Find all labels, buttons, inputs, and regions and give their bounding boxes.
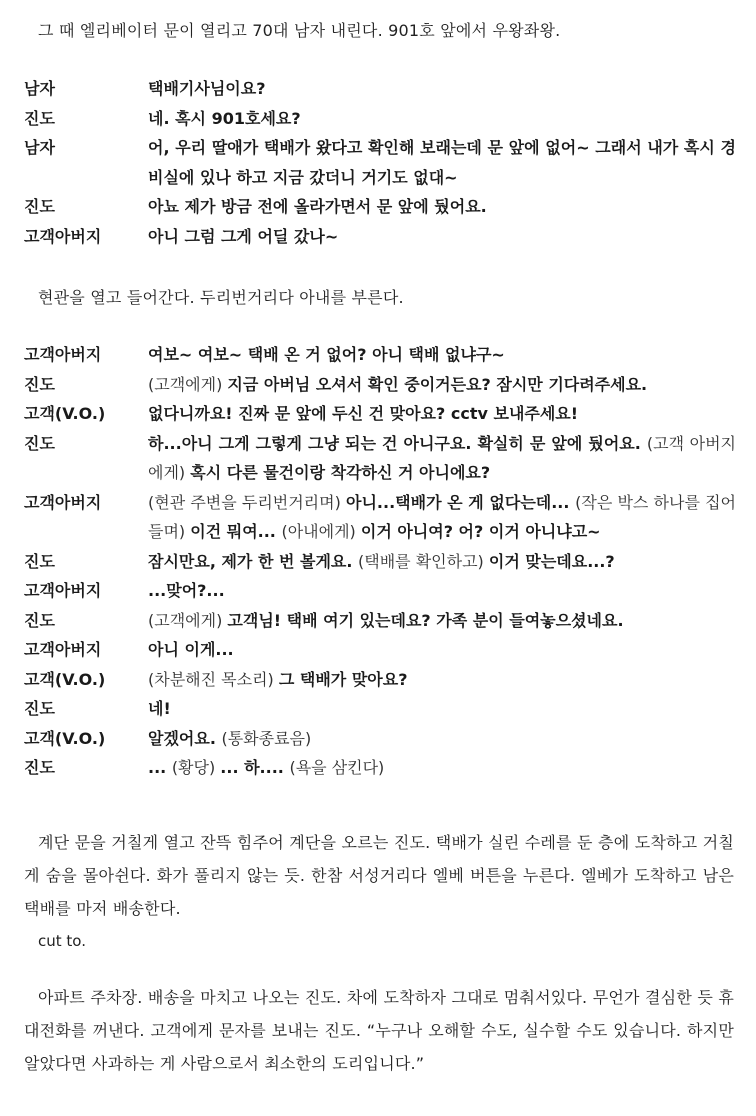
spoken-text: 그 택배가 맞아요? — [278, 669, 408, 689]
dialogue-line — [148, 74, 736, 104]
dialogue-line — [148, 724, 736, 754]
dialogue-row — [24, 724, 736, 754]
speaker-name: 남자 — [24, 79, 55, 98]
spoken-text: ... 하.... — [220, 758, 290, 777]
spoken-text: ...맞어?... — [148, 581, 225, 600]
spoken-text: 혹시 다른 물건이랑 착각하신 거 아니에요? — [190, 463, 491, 482]
speaker-name: 진도 — [24, 433, 55, 453]
action-paragraph: 아파트 주차장. 배송을 마치고 나오는 진도. 차에 도착하자 그대로 멈춰서있다. 무언가 결심한 듯 휴대전화를 꺼낸다. 고객에게 문자를 보내는 진도. “누구나 오해할 수도, 실수할 수도 있습니다. 하지만 알았다면 사과하는 게 사람으로서 최소한의 도리입니다.” — [24, 988, 734, 1073]
spoken-text: 택배기사님이요? — [148, 79, 266, 98]
dialogue-row — [24, 399, 736, 429]
dialogue-row — [24, 753, 736, 783]
stage-direction: (고객 아버지에게) — [148, 433, 737, 482]
speaker-name: 고객(V.O.) — [24, 728, 106, 748]
spoken-text: 없다니까요! 진짜 문 앞에 두신 건 맞아요? cctv 보내주세요! — [148, 404, 579, 423]
action-paragraph: 그 때 엘리베이터 문이 열리고 70대 남자 내린다. 901호 앞에서 우왕좌왕. — [38, 21, 561, 40]
dialogue-line — [148, 576, 736, 606]
transition-cut-to: cut to. — [38, 932, 86, 950]
dialogue-line — [148, 635, 736, 665]
dialogue-row — [24, 635, 736, 665]
speaker-name: 고객(V.O.) — [24, 404, 106, 423]
dialogue-block-2 — [24, 340, 736, 783]
dialogue-line — [148, 753, 736, 783]
dialogue-row — [24, 665, 736, 695]
speaker-name: 진도 — [24, 197, 55, 216]
dialogue-line — [148, 370, 736, 400]
spoken-text: 네. 혹시 901호세요? — [148, 108, 301, 128]
dialogue-line — [148, 340, 736, 370]
stage-direction: (고객에게) — [148, 374, 228, 394]
speaker-name: 진도 — [24, 758, 55, 777]
dialogue-row — [24, 547, 736, 577]
dialogue-line — [148, 222, 736, 252]
spoken-text: 이거 아니여? 어? 이거 아니냐고~ — [360, 522, 601, 541]
dialogue-row — [24, 104, 736, 134]
spoken-text: 고객님! 택배 여기 있는데요? 가족 분이 들여놓으셨네요. — [227, 610, 624, 630]
dialogue-line — [148, 133, 736, 192]
dialogue-line — [148, 547, 736, 577]
dialogue-line — [148, 429, 736, 488]
dialogue-line — [148, 694, 736, 724]
spoken-text: 네! — [148, 699, 171, 718]
stage-direction: (통화종료음) — [221, 728, 312, 748]
spoken-text: 아니...택배가 온 게 없다는데... — [346, 492, 576, 512]
stage-direction: (고객에게) — [148, 610, 228, 630]
spoken-text: 지금 아버님 오셔서 확인 중이거든요? 잠시만 기다려주세요. — [227, 374, 648, 394]
speaker-name: 진도 — [24, 108, 55, 128]
speaker-name: 고객아버지 — [24, 345, 102, 364]
stage-direction: (욕을 삼킨다) — [289, 758, 385, 777]
action-paragraph: 계단 문을 거칠게 열고 잔뜩 힘주어 계단을 오르는 진도. 택배가 실린 수레를 둔 층에 도착하고 거칠게 숨을 몰아쉰다. 화가 풀리지 않는 듯. 한참 서성거리다 엘베 버튼을 누른다. 엘베가 도착하고 남은 택배를 마저 배송한다. — [24, 833, 734, 918]
dialogue-row — [24, 694, 736, 724]
dialogue-row — [24, 429, 736, 488]
dialogue-row — [24, 488, 736, 547]
dialogue-row — [24, 340, 736, 370]
dialogue-row — [24, 192, 736, 222]
speaker-name: 진도 — [24, 610, 55, 630]
speaker-name: 남자 — [24, 138, 55, 157]
speaker-name: 고객아버지 — [24, 640, 102, 659]
speaker-name: 진도 — [24, 551, 55, 571]
stage-direction: (현관 주변을 두리번거리며) — [148, 492, 347, 512]
speaker-name: 진도 — [24, 699, 55, 718]
action-paragraph: 현관을 열고 들어간다. 두리번거리다 아내를 부른다. — [38, 288, 404, 307]
stage-direction: (아내에게) — [281, 522, 361, 541]
speaker-name: 고객아버지 — [24, 226, 102, 246]
dialogue-line — [148, 665, 736, 695]
dialogue-row — [24, 576, 736, 606]
spoken-text: 아니 이게... — [148, 640, 234, 659]
dialogue-row — [24, 370, 736, 400]
spoken-text: 이거 맞는데요...? — [488, 551, 615, 571]
spoken-text: 아니 그럼 그게 어딜 갔나~ — [148, 226, 339, 246]
dialogue-line — [148, 606, 736, 636]
stage-direction: (작은 박스 하나를 집어 들며) — [148, 492, 736, 541]
spoken-text: 아뇨 제가 방금 전에 올라가면서 문 앞에 뒀어요. — [148, 197, 487, 216]
speaker-name: 진도 — [24, 374, 55, 394]
spoken-text: 하...아니 그게 그렇게 그냥 되는 건 아니구요. 확실히 문 앞에 뒀어요. — [148, 433, 647, 453]
dialogue-block-1 — [24, 74, 736, 251]
dialogue-row — [24, 606, 736, 636]
stage-direction: (택배를 확인하고) — [358, 551, 489, 571]
spoken-text: 잠시만요, 제가 한 번 볼게요. — [148, 551, 359, 571]
dialogue-row — [24, 74, 736, 104]
dialogue-line — [148, 399, 736, 429]
dialogue-line — [148, 104, 736, 134]
spoken-text: 알겠어요. — [148, 728, 222, 748]
stage-direction: (황당) — [171, 758, 221, 777]
spoken-text: ... — [148, 758, 172, 777]
dialogue-row — [24, 222, 736, 252]
dialogue-row — [24, 133, 736, 192]
dialogue-line — [148, 488, 736, 547]
spoken-text: 이건 뭐여... — [190, 522, 282, 541]
speaker-name: 고객아버지 — [24, 492, 102, 512]
speaker-name: 고객(V.O.) — [24, 669, 106, 689]
stage-direction: (차분해진 목소리) — [148, 669, 279, 689]
spoken-text: 어, 우리 딸애가 택배가 왔다고 확인해 보래는데 문 앞에 없어~ 그래서 내가 혹시 경비실에 있나 하고 지금 갔더니 거기도 없대~ — [148, 138, 736, 187]
spoken-text: 여보~ 여보~ 택배 온 거 없어? 아니 택배 없냐구~ — [148, 345, 505, 364]
speaker-name: 고객아버지 — [24, 581, 102, 600]
dialogue-line — [148, 192, 736, 222]
